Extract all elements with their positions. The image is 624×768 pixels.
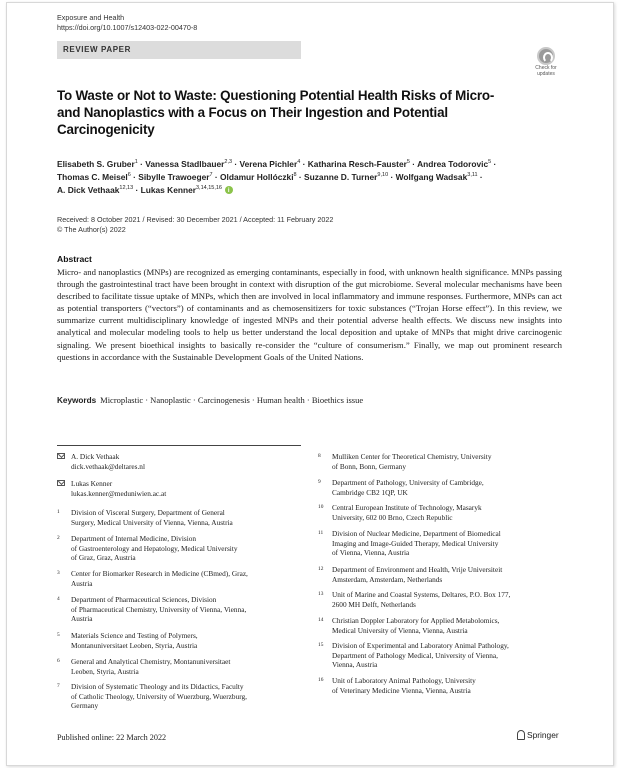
author-name: Sibylle Trawoeger: [138, 172, 210, 182]
contact-vethaak: A. Dick Vethaak dick.vethaak@deltares.nl: [57, 452, 307, 472]
publisher-logo: Springer: [517, 730, 559, 740]
affiliation: 4 Department of Pharmaceutical Sciences, Division of Pharmaceutical Chemistry, University of Vienna, Vienna, Austria: [57, 595, 247, 624]
author-name: Wolfgang Wadsak: [395, 172, 468, 182]
author-name: Andrea Todorovic: [417, 159, 489, 169]
footnote-divider: [57, 445, 301, 446]
paper-title: To Waste or Not to Waste: Questioning Potential Health Risks of Micro- and Nanoplastics with a Focus on Their Ingestion and Potential Carcinogenicity: [57, 88, 495, 137]
affiliation: 10 Central European Institute of Technology, Masaryk University, 602 00 Brno, Czech Republic: [318, 503, 482, 522]
affiliation: 11 Division of Nuclear Medicine, Department of Biomedical Imaging and Image-Guided Therapy, Medical University of Vienna, Vienna, Austria: [318, 529, 501, 558]
contact-kenner: Lukas Kenner lukas.kenner@meduniwien.ac.at: [57, 479, 307, 499]
springer-horse-icon: [517, 730, 525, 740]
author-name: Katharina Resch-Fauster: [307, 159, 407, 169]
affiliation: 8 Mulliken Center for Theoretical Chemistry, University of Bonn, Bonn, Germany: [318, 452, 492, 471]
affiliation: 9 Department of Pathology, University of Cambridge, Cambridge CB2 1QP, UK: [318, 478, 484, 497]
author-name: A. Dick Vethaak: [57, 185, 120, 195]
email-icon: [57, 453, 65, 459]
author-name: Oldamur Hollóczki: [220, 172, 294, 182]
affiliation: 6 General and Analytical Chemistry, Montanuniversitaet Leoben, Styria, Austria: [57, 657, 231, 676]
affiliation: 13 Unit of Marine and Coastal Systems, Deltares, P.O. Box 177, 2600 MH Delft, Netherlands: [318, 590, 511, 609]
affiliation: 16 Unit of Laboratory Animal Pathology, University of Veterinary Medicine Vienna, Vienna, Austria: [318, 676, 476, 695]
author-name: Lukas Kenner: [140, 185, 196, 195]
journal-name: Exposure and Health: [57, 13, 125, 22]
author-name: Vanessa Stadlbauer: [145, 159, 225, 169]
refresh-icon: [537, 47, 555, 65]
abstract-heading: Abstract: [57, 254, 92, 264]
affiliation: 15 Division of Experimental and Laboratory Animal Pathology, Department of Pathology Medical, University of Vienna, Vienna, Austria: [318, 641, 509, 670]
paper-page: [6, 2, 614, 766]
article-type-banner: REVIEW PAPER: [57, 41, 301, 59]
author-name: Suzanne D. Turner: [304, 172, 378, 182]
email-link[interactable]: lukas.kenner@meduniwien.ac.at: [71, 488, 167, 498]
doi-link[interactable]: https://doi.org/10.1007/s12403-022-00470-8: [57, 23, 198, 32]
keywords-label: Keywords: [57, 396, 97, 405]
affiliation: 5 Materials Science and Testing of Polymers, Montanuniversitaet Leoben, Styria, Austria: [57, 631, 198, 650]
affiliation: 12 Department of Environment and Health, Vrije Universiteit Amsterdam, Amsterdam, Netherlands: [318, 565, 503, 584]
author-name: Elisabeth S. Gruber: [57, 159, 135, 169]
affiliation: 1 Division of Visceral Surgery, Department of General Surgery, Medical University of Vienna, Vienna, Austria: [57, 508, 233, 527]
author-name: Verena Pichler: [239, 159, 298, 169]
affiliation: 3 Center for Biomarker Research in Medicine (CBmed), Graz, Austria: [57, 569, 248, 588]
keywords: [57, 395, 363, 405]
check-for-updates-label: Check for updates: [535, 65, 557, 77]
email-link[interactable]: dick.vethaak@deltares.nl: [71, 461, 145, 471]
affiliation: 7 Division of Systematic Theology and its Didactics, Faculty of Catholic Theology, University of Wuerzburg, Wuerzburg, Germany: [57, 682, 247, 711]
author-list: Elisabeth S. Gruber$^1$ · Vanessa Stadlbauer$^{2,3}$ · Verena Pichler$^4$ · Katharina Resch-Fauster$^5$ · Andrea Todorovic$^5$ · Thomas C. Meisel$^6$ · Sibylle Trawoeger$^7$ · Oldamur Hollóczki$^8$ · Suzanne D. Turner$^{9,10}$ · Wolfgang Wadsak$^{3,11}$ · A. Dick Vethaak$^{12,13}$ · Lukas Kenner$^{3,14,15,16}$ i: [57, 158, 557, 197]
journal-header: [57, 13, 197, 33]
orcid-icon[interactable]: [225, 186, 233, 194]
affiliation: 14 Christian Doppler Laboratory for Applied Metabolomics, Medical University of Vienna, Vienna, Austria: [318, 616, 500, 635]
published-date: Published online: 22 March 2022: [57, 733, 167, 742]
check-for-updates-badge[interactable]: [531, 47, 561, 77]
email-icon: [57, 480, 65, 486]
author-name: Thomas C. Meisel: [57, 172, 128, 182]
article-dates: Received: 8 October 2021 / Revised: 30 December 2021 / Accepted: 11 February 2022 © The Author(s) 2022: [57, 215, 334, 234]
abstract-body: Micro- and nanoplastics (MNPs) are recognized as emerging contaminants, especially in food, with unknown health significance. MNPs passing through the gastrointestinal tract have been brought in context with disruption of the gut microbiome. Several molecular mechanisms have been described to facilitate tissue uptake of MNPs, which then are involved in local inflammatory and immune responses. Furthermore, MNPs can act as potential transporters (“vectors”) of contaminants and as chemosensitizers for toxic substances (“Trojan Horse effect”). In this review, we summarize current multidisciplinary knowledge of ingested MNPs and their potential adverse health effects. We discuss new insights into analytical and molecular modeling tools to help us better understand the local deposition and uptake of MNPs that might drive carcinogenic signaling. We present bioethical insights to basically re-consider the “culture of consumerism.” Finally, we map out prominent research questions in accordance with the Sustainable Development Goals of the United Nations.: [57, 267, 562, 362]
keywords-text: Microplastic · Nanoplastic · Carcinogenesis · Human health · Bioethics issue: [100, 395, 364, 405]
affiliation: 2 Department of Internal Medicine, Division of Gastroenterology and Hepatology, Medical University of Graz, Graz, Austria: [57, 534, 238, 563]
